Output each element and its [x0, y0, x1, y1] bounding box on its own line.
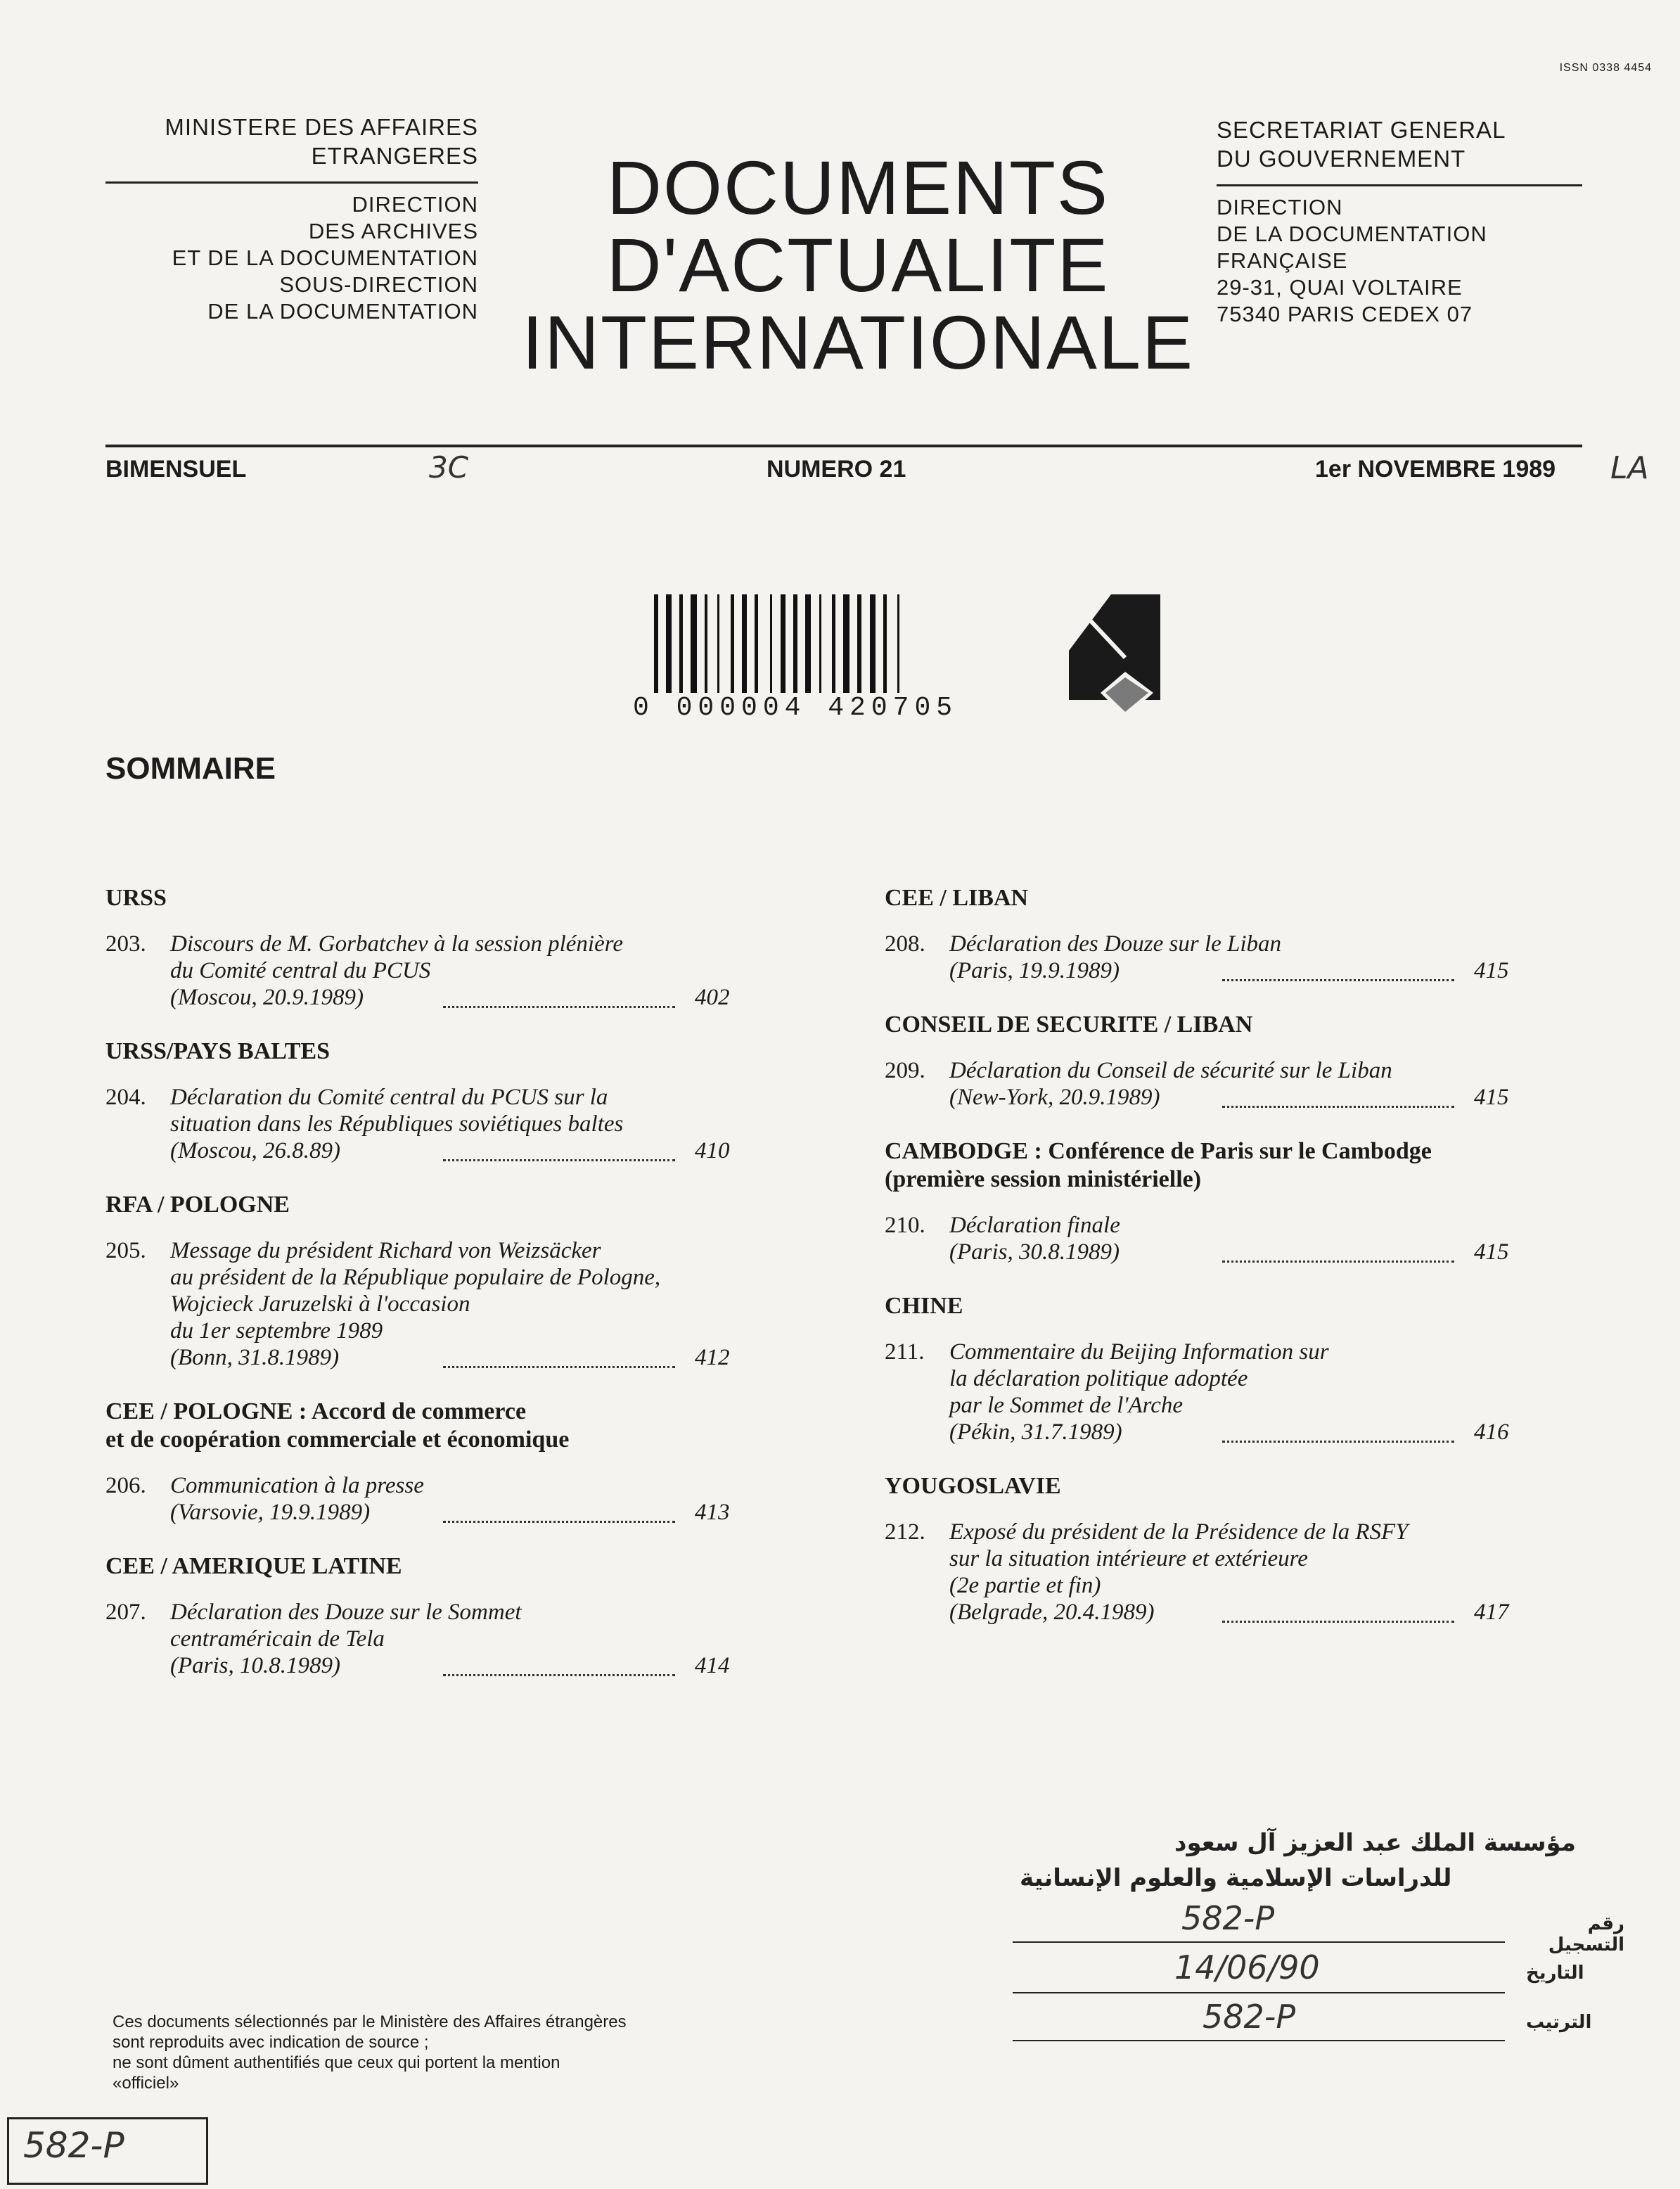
ministry-line: MINISTERE DES AFFAIRES	[165, 114, 478, 140]
barcode-bar	[666, 594, 672, 693]
stamp-registration-number: 582-P	[1181, 1899, 1275, 1937]
entry-title-line: sur la situation intérieure et extérieure	[949, 1546, 1308, 1571]
secretariat-line: SECRETARIAT GENERAL	[1217, 117, 1506, 143]
page-number: 417	[1474, 1600, 1509, 1625]
entry-title-line: Déclaration du Comité central du PCUS sur la	[170, 1085, 608, 1110]
frequency-label: BIMENSUEL	[105, 456, 247, 483]
footer-line: «officiel»	[113, 2074, 179, 2093]
page-number: 416	[1474, 1419, 1509, 1445]
section-heading: CAMBODGE : Conférence de Paris sur le Cambodge	[885, 1138, 1432, 1164]
stamp-rule	[1013, 2040, 1505, 2041]
leader-dots	[1222, 1621, 1454, 1623]
barcode-bar	[793, 594, 797, 693]
entry-source: (Paris, 30.8.1989)	[949, 1239, 1120, 1265]
leader-dots	[1222, 1106, 1454, 1108]
barcode-bar	[731, 594, 734, 693]
right-header-rule	[1217, 184, 1582, 186]
barcode-bar	[654, 594, 658, 693]
barcode-bar	[717, 594, 719, 693]
section-heading: CEE / LIBAN	[885, 885, 1029, 911]
title-line: D'ACTUALITE	[606, 222, 1110, 307]
section-heading-sub: et de coopération commerciale et économique	[105, 1427, 570, 1453]
entry-title-line: Déclaration du Conseil de sécurité sur le Liban	[949, 1058, 1392, 1083]
leader-dots	[1222, 979, 1454, 981]
handwritten-mark: 3C	[429, 450, 469, 485]
section-heading: CHINE	[885, 1293, 963, 1319]
entry-source: (Varsovie, 19.9.1989)	[170, 1500, 371, 1525]
barcode-bar	[770, 594, 772, 693]
handwritten-initials: LA	[1610, 450, 1649, 486]
barcode-bar	[870, 594, 876, 693]
entry-title-line: Commentaire du Beijing Information sur	[949, 1339, 1329, 1365]
footer-notice	[113, 2012, 816, 2093]
shelf-mark-box	[7, 2117, 208, 2185]
address-line: 29-31, QUAI VOLTAIRE	[1217, 275, 1463, 300]
stamp-field-label: التاريخ	[1526, 1963, 1584, 1984]
section-heading: RFA / POLOGNE	[105, 1192, 290, 1218]
entry-number: 208.	[885, 931, 925, 957]
entry-title-line: la déclaration politique adoptée	[949, 1366, 1248, 1391]
entry-title-line: au président de la République populaire de Pologne,	[170, 1265, 661, 1290]
documentation-address	[1217, 194, 1582, 328]
issue-date: 1er NOVEMBRE 1989	[1315, 456, 1556, 483]
stamp-institution-sub: للدراسات الإسلامية والعلوم الإنسانية	[1020, 1864, 1452, 1892]
stamp-field-label: الترتيب	[1526, 2012, 1592, 2033]
section-heading: CEE / AMERIQUE LATINE	[105, 1553, 402, 1579]
section-heading: CEE / POLOGNE : Accord de commerce	[105, 1398, 527, 1424]
entry-title-line: centraméricain de Tela	[170, 1626, 385, 1652]
entry-number: 211.	[885, 1339, 925, 1365]
ministry-header	[105, 113, 478, 170]
entry-title-line: Déclaration finale	[949, 1213, 1120, 1238]
address-line: DE LA DOCUMENTATION	[1217, 222, 1487, 246]
barcode-bar	[897, 594, 899, 693]
library-stamp	[992, 1829, 1624, 2082]
barcode-bar	[705, 594, 707, 693]
page-number: 412	[695, 1345, 730, 1370]
leader-dots	[443, 1521, 675, 1523]
barcode-digits: 0 000004 420705	[633, 693, 958, 723]
issue-number: NUMERO 21	[767, 456, 906, 483]
barcode-bar	[819, 594, 821, 693]
section-heading: URSS/PAYS BALTES	[105, 1038, 331, 1064]
sommaire-heading: SOMMAIRE	[105, 751, 276, 786]
stamp-rule	[1013, 1941, 1505, 1943]
issn: ISSN 0338 4454	[1559, 62, 1652, 74]
entry-source: (Pékin, 31.7.1989)	[949, 1419, 1122, 1445]
title-line: INTERNATIONALE	[521, 300, 1195, 385]
leader-dots	[443, 1006, 675, 1008]
entry-number: 209.	[885, 1058, 925, 1083]
stamp-field-label: رقم التسجيل	[1548, 1913, 1624, 1955]
left-header-rule	[105, 181, 478, 184]
leader-dots	[443, 1366, 675, 1368]
entry-source: (Bonn, 31.8.1989)	[170, 1345, 340, 1370]
page-number: 410	[695, 1138, 730, 1163]
barcode-bar	[742, 594, 747, 693]
entry-source: (Paris, 10.8.1989)	[170, 1653, 340, 1678]
leader-dots	[443, 1159, 675, 1161]
division-line: DE LA DOCUMENTATION	[207, 299, 478, 324]
page-number: 414	[695, 1653, 730, 1678]
entry-title-line: Discours de M. Gorbatchev à la session plénière	[170, 931, 623, 957]
stamp-classification: 582-P	[1203, 1998, 1296, 2036]
barcode-bar	[832, 594, 835, 693]
entry-title-line: Message du président Richard von Weizsäcker	[170, 1238, 601, 1263]
entry-number: 203.	[105, 931, 146, 957]
entry-source: (Moscou, 26.8.89)	[170, 1138, 340, 1163]
archives-division	[105, 191, 478, 325]
footer-line: Ces documents sélectionnés par le Ministère des Affaires étrangères	[113, 2012, 627, 2031]
leader-dots	[443, 1674, 675, 1676]
page-number: 413	[695, 1500, 730, 1525]
entry-number: 210.	[885, 1213, 925, 1238]
entry-title-line: Communication à la presse	[170, 1473, 424, 1498]
barcode-bar	[691, 594, 697, 693]
secretariat-header	[1217, 115, 1582, 173]
page-number: 415	[1474, 958, 1509, 983]
leader-dots	[1222, 1441, 1454, 1443]
entry-title-line: du 1er septembre 1989	[170, 1318, 383, 1344]
stamp-date: 14/06/90	[1174, 1948, 1320, 1986]
footer-line: ne sont dûment authentifiés que ceux qui portent la mention	[113, 2053, 560, 2072]
entry-title-line: Wojcieck Jaruzelski à l'occasion	[170, 1291, 470, 1317]
section-heading: CONSEIL DE SECURITE / LIBAN	[885, 1011, 1253, 1038]
entry-title-line: du Comité central du PCUS	[170, 958, 431, 983]
barcode-bar	[883, 594, 887, 693]
leader-dots	[1222, 1261, 1454, 1263]
entry-number: 204.	[105, 1085, 146, 1110]
title-line: DOCUMENTS	[607, 145, 1109, 230]
entry-title-line: Exposé du président de la Présidence de la RSFY	[949, 1519, 1409, 1545]
entry-title-line: Déclaration des Douze sur le Sommet	[170, 1600, 522, 1625]
entry-source: (Paris, 19.9.1989)	[949, 958, 1120, 983]
division-line: DES ARCHIVES	[308, 219, 478, 243]
entry-number: 205.	[105, 1238, 146, 1263]
section-heading: YOUGOSLAVIE	[885, 1473, 1061, 1499]
section-heading: URSS	[105, 885, 167, 911]
entry-source: (Moscou, 20.9.1989)	[170, 985, 364, 1010]
stamp-institution: مؤسسة الملك عبد العزيز آل سعود	[1174, 1829, 1576, 1857]
shelf-mark: 582-P	[23, 2125, 124, 2166]
entry-title-line: par le Sommet de l'Arche	[949, 1393, 1184, 1418]
division-line: SOUS-DIRECTION	[279, 272, 478, 297]
barcode-bar	[805, 594, 811, 693]
division-line: ET DE LA DOCUMENTATION	[172, 245, 478, 270]
page-number: 415	[1474, 1239, 1509, 1265]
stamp-rule	[1013, 1992, 1505, 1993]
page-number: 402	[695, 985, 730, 1010]
division-line: DIRECTION	[352, 192, 478, 217]
publication-title	[492, 145, 1224, 385]
barcode-bar	[755, 594, 758, 693]
entry-number: 207.	[105, 1600, 146, 1625]
section-heading-sub: (première session ministérielle)	[885, 1166, 1202, 1192]
barcode-bar	[781, 594, 786, 693]
entry-title-line: Déclaration des Douze sur le Liban	[949, 931, 1282, 957]
address-line: FRANÇAISE	[1217, 248, 1348, 273]
entry-title-line: situation dans les Républiques soviétiques baltes	[170, 1111, 624, 1137]
page-number: 415	[1474, 1085, 1509, 1110]
entry-number: 206.	[105, 1473, 146, 1498]
address-line: 75340 PARIS CEDEX 07	[1217, 302, 1473, 326]
entry-source: (Belgrade, 20.4.1989)	[949, 1600, 1155, 1625]
entry-title-line: (2e partie et fin)	[949, 1573, 1101, 1598]
entry-source: (New-York, 20.9.1989)	[949, 1085, 1160, 1110]
secretariat-line: DU GOUVERNEMENT	[1217, 146, 1466, 172]
barcode-bar	[679, 594, 683, 693]
barcode-bar	[843, 594, 849, 693]
entry-number: 212.	[885, 1519, 925, 1545]
footer-line: sont reproduits avec indication de source ;	[113, 2033, 429, 2052]
ministry-line: ETRANGERES	[311, 143, 478, 169]
masthead-rule	[105, 445, 1582, 447]
barcode-bar	[857, 594, 861, 693]
address-line: DIRECTION	[1217, 195, 1343, 219]
